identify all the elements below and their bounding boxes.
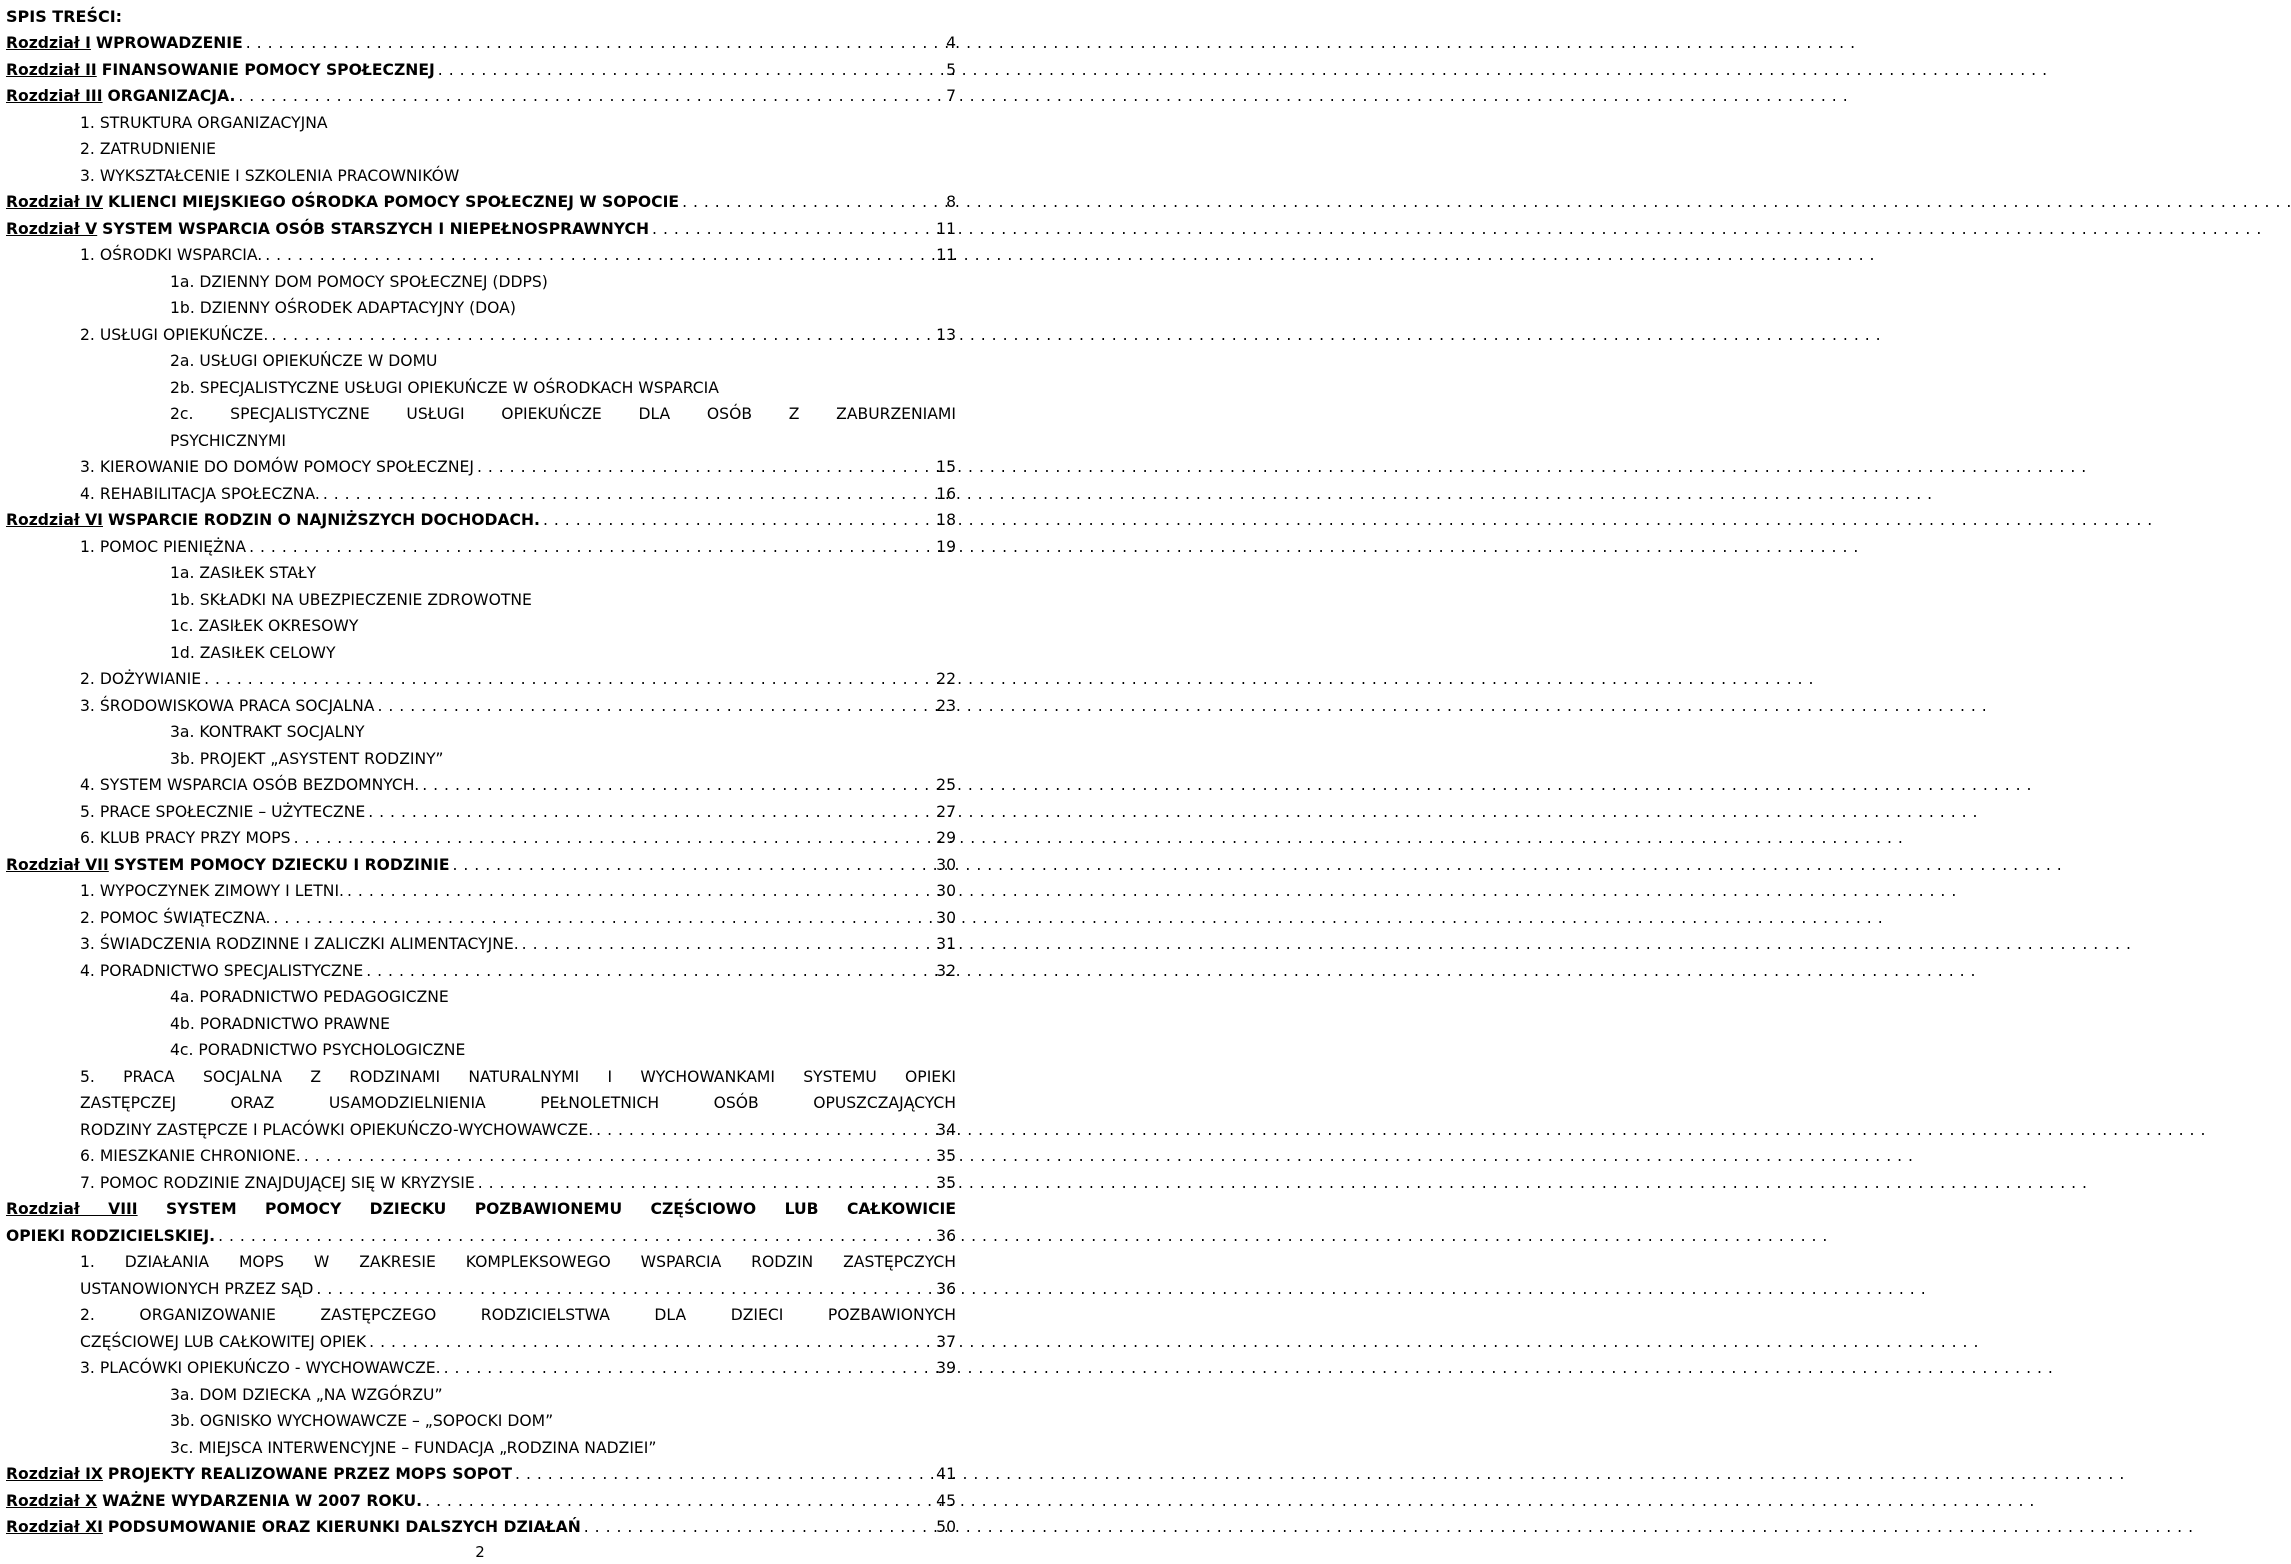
toc-entry[interactable] xyxy=(6,958,956,985)
toc-entry[interactable] xyxy=(6,1037,956,1064)
dot-leader xyxy=(593,1117,932,1144)
entry-text: 1d. ZASIŁEK CELOWY xyxy=(170,643,336,662)
toc-entry[interactable] xyxy=(6,454,956,481)
chapter-label[interactable]: Rozdział VII xyxy=(6,855,109,874)
page-ref: 32 xyxy=(936,961,956,980)
entry-text: 3b. OGNISKO WYCHOWAWCZE – „SOPOCKI DOM” xyxy=(170,1412,554,1430)
page-ref: 11 xyxy=(936,246,956,264)
chapter-title: KLIENCI MIEJSKIEGO OŚRODKA POMOCY SPOŁECZNEJ W SOPOCIE xyxy=(107,193,680,211)
chapter-title: SYSTEM WSPARCIA OSÓB STARSZYCH I NIEPEŁNOSPRAWNYCH xyxy=(102,219,650,238)
page-ref: 19 xyxy=(936,537,956,556)
toc-entry[interactable] xyxy=(6,905,956,932)
entry-text: CZĘŚCIOWEJ LUB CAŁKOWITEJ OPIEK xyxy=(80,1332,367,1351)
toc-chapter-entry[interactable] xyxy=(6,57,956,84)
toc-entry[interactable] xyxy=(6,1117,956,1144)
entry-text: 4c. PORADNICTWO PSYCHOLOGICZNE xyxy=(170,1041,466,1059)
toc-entry[interactable] xyxy=(6,136,956,163)
toc-entry[interactable] xyxy=(6,242,956,269)
chapter-line xyxy=(6,189,679,216)
entry-text: 4b. PORADNICTWO PRAWNE xyxy=(170,1014,390,1033)
chapter-label[interactable]: Rozdział VIII xyxy=(6,1200,138,1218)
entry-text: 1. OŚRODKI WSPARCIA. xyxy=(80,246,263,264)
entry-text: RODZINY ZASTĘPCZE I PLACÓWKI OPIEKUŃCZO-WYCHOWAWCZE. xyxy=(80,1120,594,1139)
page-ref: 50 xyxy=(936,1518,956,1536)
page-ref: 4 xyxy=(946,34,956,52)
toc-entry[interactable] xyxy=(6,719,956,746)
toc-chapter-entry[interactable] xyxy=(6,852,956,879)
entry-text: 6. KLUB PRACY PRZY MOPS xyxy=(80,829,291,847)
toc-chapter-entry[interactable] xyxy=(6,189,956,216)
entry-text: 2c. SPECJALISTYCZNE USŁUGI OPIEKUŃCZE DLA OSÓB Z ZABURZENIAMI xyxy=(170,405,956,423)
chapter-title: PODSUMOWANIE ORAZ KIERUNKI DALSZYCH DZIAŁAŃ xyxy=(107,1518,581,1536)
toc-entry[interactable] xyxy=(6,878,956,905)
page-ref: 18 xyxy=(936,511,956,529)
dot-leader xyxy=(540,507,932,534)
dot-leader xyxy=(679,189,942,216)
dot-leader xyxy=(243,30,942,57)
toc-entry[interactable] xyxy=(6,560,956,587)
chapter-title: WSPARCIE RODZIN O NAJNIŻSZYCH DOCHODACH. xyxy=(107,511,540,529)
page-ref: 15 xyxy=(936,458,956,476)
chapter-line xyxy=(6,1514,581,1541)
chapter-label[interactable]: Rozdział II xyxy=(6,60,97,79)
page-ref: 35 xyxy=(936,1173,956,1192)
chapter-line xyxy=(6,216,649,243)
entry-text: 1c. ZASIŁEK OKRESOWY xyxy=(170,617,359,635)
toc-entry[interactable] xyxy=(6,984,956,1011)
entry-text: 4a. PORADNICTWO PEDAGOGICZNE xyxy=(170,988,449,1006)
entry-text: 1. POMOC PIENIĘŻNA xyxy=(80,537,247,556)
chapter-title: WAŻNE WYDARZENIA W 2007 ROKU. xyxy=(102,1491,423,1510)
toc-entry-continued[interactable] xyxy=(6,1196,956,1223)
page-ref: 23 xyxy=(936,696,956,715)
entry-text: 7. POMOC RODZINIE ZNAJDUJĄCEJ SIĘ W KRYZYSIE xyxy=(80,1173,475,1192)
entry-text: 2. ZATRUDNIENIE xyxy=(80,140,216,158)
toc-entry[interactable] xyxy=(6,799,956,826)
entry-text: 2. USŁUGI OPIEKUŃCZE. xyxy=(80,325,269,344)
page-ref: 7 xyxy=(946,87,956,105)
chapter-line xyxy=(6,30,243,57)
table-of-contents xyxy=(6,4,956,1541)
chapter-line xyxy=(6,83,235,110)
page-ref: 22 xyxy=(936,670,956,688)
entry-text: 3. ŚWIADCZENIA RODZINNE I ZALICZKI ALIMENTACYJNE. xyxy=(80,935,519,953)
entry-text: 3. PLACÓWKI OPIEKUŃCZO - WYCHOWAWCZE. xyxy=(80,1359,441,1377)
dot-leader xyxy=(301,1143,932,1170)
entry-text: 4. REHABILITACJA SPOŁECZNA. xyxy=(80,484,320,503)
toc-entry[interactable] xyxy=(6,428,956,455)
entry-text: 3a. DOM DZIECKA „NA WZGÓRZU” xyxy=(170,1385,443,1404)
dot-leader xyxy=(366,1329,932,1356)
toc-entry[interactable] xyxy=(6,1143,956,1170)
toc-entry[interactable] xyxy=(6,1276,956,1303)
entry-text: 1b. DZIENNY OŚRODEK ADAPTACYJNY (DOA) xyxy=(170,299,516,317)
chapter-line xyxy=(6,507,540,534)
toc-chapter-entry[interactable] xyxy=(6,1488,956,1515)
page-ref: 37 xyxy=(936,1332,956,1351)
toc-entry[interactable] xyxy=(6,640,956,667)
page-ref: 34 xyxy=(936,1120,956,1139)
toc-entry[interactable] xyxy=(6,375,956,402)
dot-leader xyxy=(215,1223,932,1250)
page-ref: 5 xyxy=(946,60,956,79)
chapter-line xyxy=(6,852,449,879)
dot-leader xyxy=(270,905,932,932)
page-ref: 30 xyxy=(936,908,956,927)
dot-leader xyxy=(449,852,932,879)
toc-entry-continued[interactable] xyxy=(6,1302,956,1329)
page-ref: 36 xyxy=(936,1279,956,1298)
page-ref: 27 xyxy=(936,802,956,821)
toc-entry-continued[interactable] xyxy=(6,1090,956,1117)
toc-entry-continued[interactable] xyxy=(6,401,956,428)
entry-text: 4. SYSTEM WSPARCIA OSÓB BEZDOMNYCH. xyxy=(80,776,420,794)
dot-leader xyxy=(268,322,932,349)
page-ref: 13 xyxy=(936,325,956,344)
entry-text: 1b. SKŁADKI NA UBEZPIECZENIE ZDROWOTNE xyxy=(170,590,532,609)
dot-leader xyxy=(581,1514,932,1541)
toc-entry[interactable] xyxy=(6,534,956,561)
chapter-label[interactable]: Rozdział IV xyxy=(6,193,103,211)
entry-text: 1. STRUKTURA ORGANIZACYJNA xyxy=(80,113,328,132)
entry-text: 3c. MIEJSCA INTERWENCYJNE – FUNDACJA „RODZINA NADZIEI” xyxy=(170,1438,657,1457)
page-ref: 39 xyxy=(936,1359,956,1377)
toc-entry[interactable] xyxy=(6,322,956,349)
chapter-label[interactable]: Rozdział XI xyxy=(6,1518,103,1536)
toc-list xyxy=(6,30,956,1541)
toc-entry[interactable] xyxy=(6,587,956,614)
entry-text: ZASTĘPCZEJ ORAZ USAMODZIELNIENIA PEŁNOLETNICH OSÓB OPUSZCZAJĄCYCH xyxy=(80,1094,956,1112)
entry-text: PSYCHICZNYMI xyxy=(170,431,287,450)
dot-leader xyxy=(374,693,932,720)
entry-text: 3. WYKSZTAŁCENIE I SZKOLENIA PRACOWNIKÓW xyxy=(80,166,460,185)
chapter-label[interactable]: Rozdział VI xyxy=(6,511,103,529)
toc-entry[interactable] xyxy=(6,110,956,137)
dot-leader xyxy=(291,825,933,852)
dot-leader xyxy=(519,931,932,958)
chapter-title: PROJEKTY REALIZOWANE PRZEZ MOPS SOPOT xyxy=(107,1465,513,1483)
toc-entry[interactable] xyxy=(6,825,956,852)
dot-leader xyxy=(235,83,942,110)
entry-text: 1. DZIAŁANIA MOPS W ZAKRESIE KOMPLEKSOWEGO WSPARCIA RODZIN ZASTĘPCZYCH xyxy=(80,1253,956,1271)
toc-entry[interactable] xyxy=(6,613,956,640)
entry-text: 6. MIESZKANIE CHRONIONE. xyxy=(80,1147,301,1165)
toc-entry[interactable] xyxy=(6,1170,956,1197)
page-ref: 30 xyxy=(936,855,956,874)
toc-entry[interactable] xyxy=(6,1382,956,1409)
entry-text: 1. WYPOCZYNEK ZIMOWY I LETNI. xyxy=(80,882,345,900)
page-ref: 45 xyxy=(936,1491,956,1510)
toc-entry[interactable] xyxy=(6,1329,956,1356)
entry-text: 2. POMOC ŚWIĄTECZNA. xyxy=(80,908,271,927)
toc-entry[interactable] xyxy=(6,931,956,958)
entry-text: USTANOWIONYCH PRZEZ SĄD xyxy=(80,1279,314,1298)
page-ref: 11 xyxy=(936,219,956,238)
entry-text: OPIEKI RODZICIELSKIEJ. xyxy=(6,1226,216,1245)
toc-chapter-entry[interactable] xyxy=(6,83,956,110)
chapter-title: ORGANIZACJA. xyxy=(107,87,236,105)
dot-leader xyxy=(475,1170,932,1197)
toc-entry[interactable] xyxy=(6,746,956,773)
page-ref: 30 xyxy=(936,882,956,900)
dot-leader xyxy=(344,878,932,905)
toc-entry[interactable] xyxy=(6,269,956,296)
chapter-line xyxy=(6,1461,512,1488)
chapter-title: SYSTEM POMOCY DZIECKU POZBAWIONEMU CZĘŚCIOWO LUB CAŁKOWICIE xyxy=(166,1200,957,1218)
page-ref: 41 xyxy=(936,1465,956,1483)
entry-text: 2. DOŻYWIANIE xyxy=(80,670,202,688)
toc-entry-continued[interactable] xyxy=(6,1064,956,1091)
entry-text: 1a. DZIENNY DOM POMOCY SPOŁECZNEJ (DDPS) xyxy=(170,272,548,291)
dot-leader xyxy=(320,481,932,508)
dot-leader xyxy=(313,1276,932,1303)
toc-entry[interactable] xyxy=(6,295,956,322)
toc-entry[interactable] xyxy=(6,481,956,508)
toc-entry[interactable] xyxy=(6,1223,956,1250)
page-ref: 16 xyxy=(936,484,956,503)
chapter-label[interactable]: Rozdział I xyxy=(6,34,91,52)
entry-text: 1a. ZASIŁEK STAŁY xyxy=(170,564,317,582)
toc-chapter-entry[interactable] xyxy=(6,507,956,534)
page-ref: 31 xyxy=(936,935,956,953)
entry-text: 5. PRACE SPOŁECZNIE – UŻYTECZNE xyxy=(80,802,366,821)
toc-entry[interactable] xyxy=(6,666,956,693)
toc-chapter-entry[interactable] xyxy=(6,216,956,243)
chapter-title: SYSTEM POMOCY DZIECKU I RODZINIE xyxy=(113,855,450,874)
toc-entry[interactable] xyxy=(6,348,956,375)
dot-leader xyxy=(201,666,932,693)
toc-entry[interactable] xyxy=(6,772,956,799)
chapter-line xyxy=(6,1488,422,1515)
entry-text: 2a. USŁUGI OPIEKUŃCZE W DOMU xyxy=(170,352,438,370)
dot-leader xyxy=(435,57,942,84)
dot-leader xyxy=(246,534,932,561)
toc-entry[interactable] xyxy=(6,1408,956,1435)
dot-leader xyxy=(512,1461,932,1488)
chapter-title: FINANSOWANIE POMOCY SPOŁECZNEJ xyxy=(101,60,435,79)
dot-leader xyxy=(441,1355,933,1382)
entry-text: 3. KIEROWANIE DO DOMÓW POMOCY SPOŁECZNEJ xyxy=(80,458,474,476)
dot-leader xyxy=(363,958,932,985)
dot-leader xyxy=(419,772,932,799)
dot-leader xyxy=(649,216,932,243)
page-ref: 8 xyxy=(946,193,956,211)
page-ref: 25 xyxy=(936,776,956,794)
entry-text: 4. PORADNICTWO SPECJALISTYCZNE xyxy=(80,961,364,980)
dot-leader xyxy=(422,1488,932,1515)
dot-leader xyxy=(262,242,932,269)
entry-text: 2b. SPECJALISTYCZNE USŁUGI OPIEKUŃCZE W OŚRODKACH WSPARCIA xyxy=(170,378,719,397)
toc-chapter-entry[interactable] xyxy=(6,30,956,57)
dot-leader xyxy=(474,454,932,481)
chapter-label[interactable]: Rozdział IX xyxy=(6,1465,103,1483)
entry-text: 3b. PROJEKT „ASYSTENT RODZINY” xyxy=(170,749,444,768)
toc-entry[interactable] xyxy=(6,1011,956,1038)
dot-leader xyxy=(365,799,932,826)
entry-text: 3a. KONTRAKT SOCJALNY xyxy=(170,723,365,741)
chapter-label[interactable]: Rozdział V xyxy=(6,219,98,238)
page-ref: 35 xyxy=(936,1147,956,1165)
toc-entry[interactable] xyxy=(6,163,956,190)
chapter-line xyxy=(6,57,435,84)
toc-entry[interactable] xyxy=(6,1435,956,1462)
toc-chapter-entry[interactable] xyxy=(6,1514,956,1541)
toc-entry[interactable] xyxy=(6,693,956,720)
entry-text: 3. ŚRODOWISKOWA PRACA SOCJALNA xyxy=(80,696,375,715)
page-number: 2 xyxy=(475,1543,485,1561)
entry-text: 2. ORGANIZOWANIE ZASTĘPCZEGO RODZICIELSTWA DLA DZIECI POZBAWIONYCH xyxy=(80,1306,956,1324)
toc-entry-continued[interactable] xyxy=(6,1249,956,1276)
chapter-label[interactable]: Rozdział III xyxy=(6,87,103,105)
chapter-label[interactable]: Rozdział X xyxy=(6,1491,98,1510)
toc-entry[interactable] xyxy=(6,1355,956,1382)
toc-heading: SPIS TREŚCI: xyxy=(6,7,123,26)
toc-chapter-entry[interactable] xyxy=(6,1461,956,1488)
chapter-title: WPROWADZENIE xyxy=(95,34,243,52)
page-ref: 36 xyxy=(936,1226,956,1245)
entry-text: 5. PRACA SOCJALNA Z RODZINAMI NATURALNYMI I WYCHOWANKAMI SYSTEMU OPIEKI xyxy=(80,1067,956,1086)
page-ref: 29 xyxy=(936,829,956,847)
